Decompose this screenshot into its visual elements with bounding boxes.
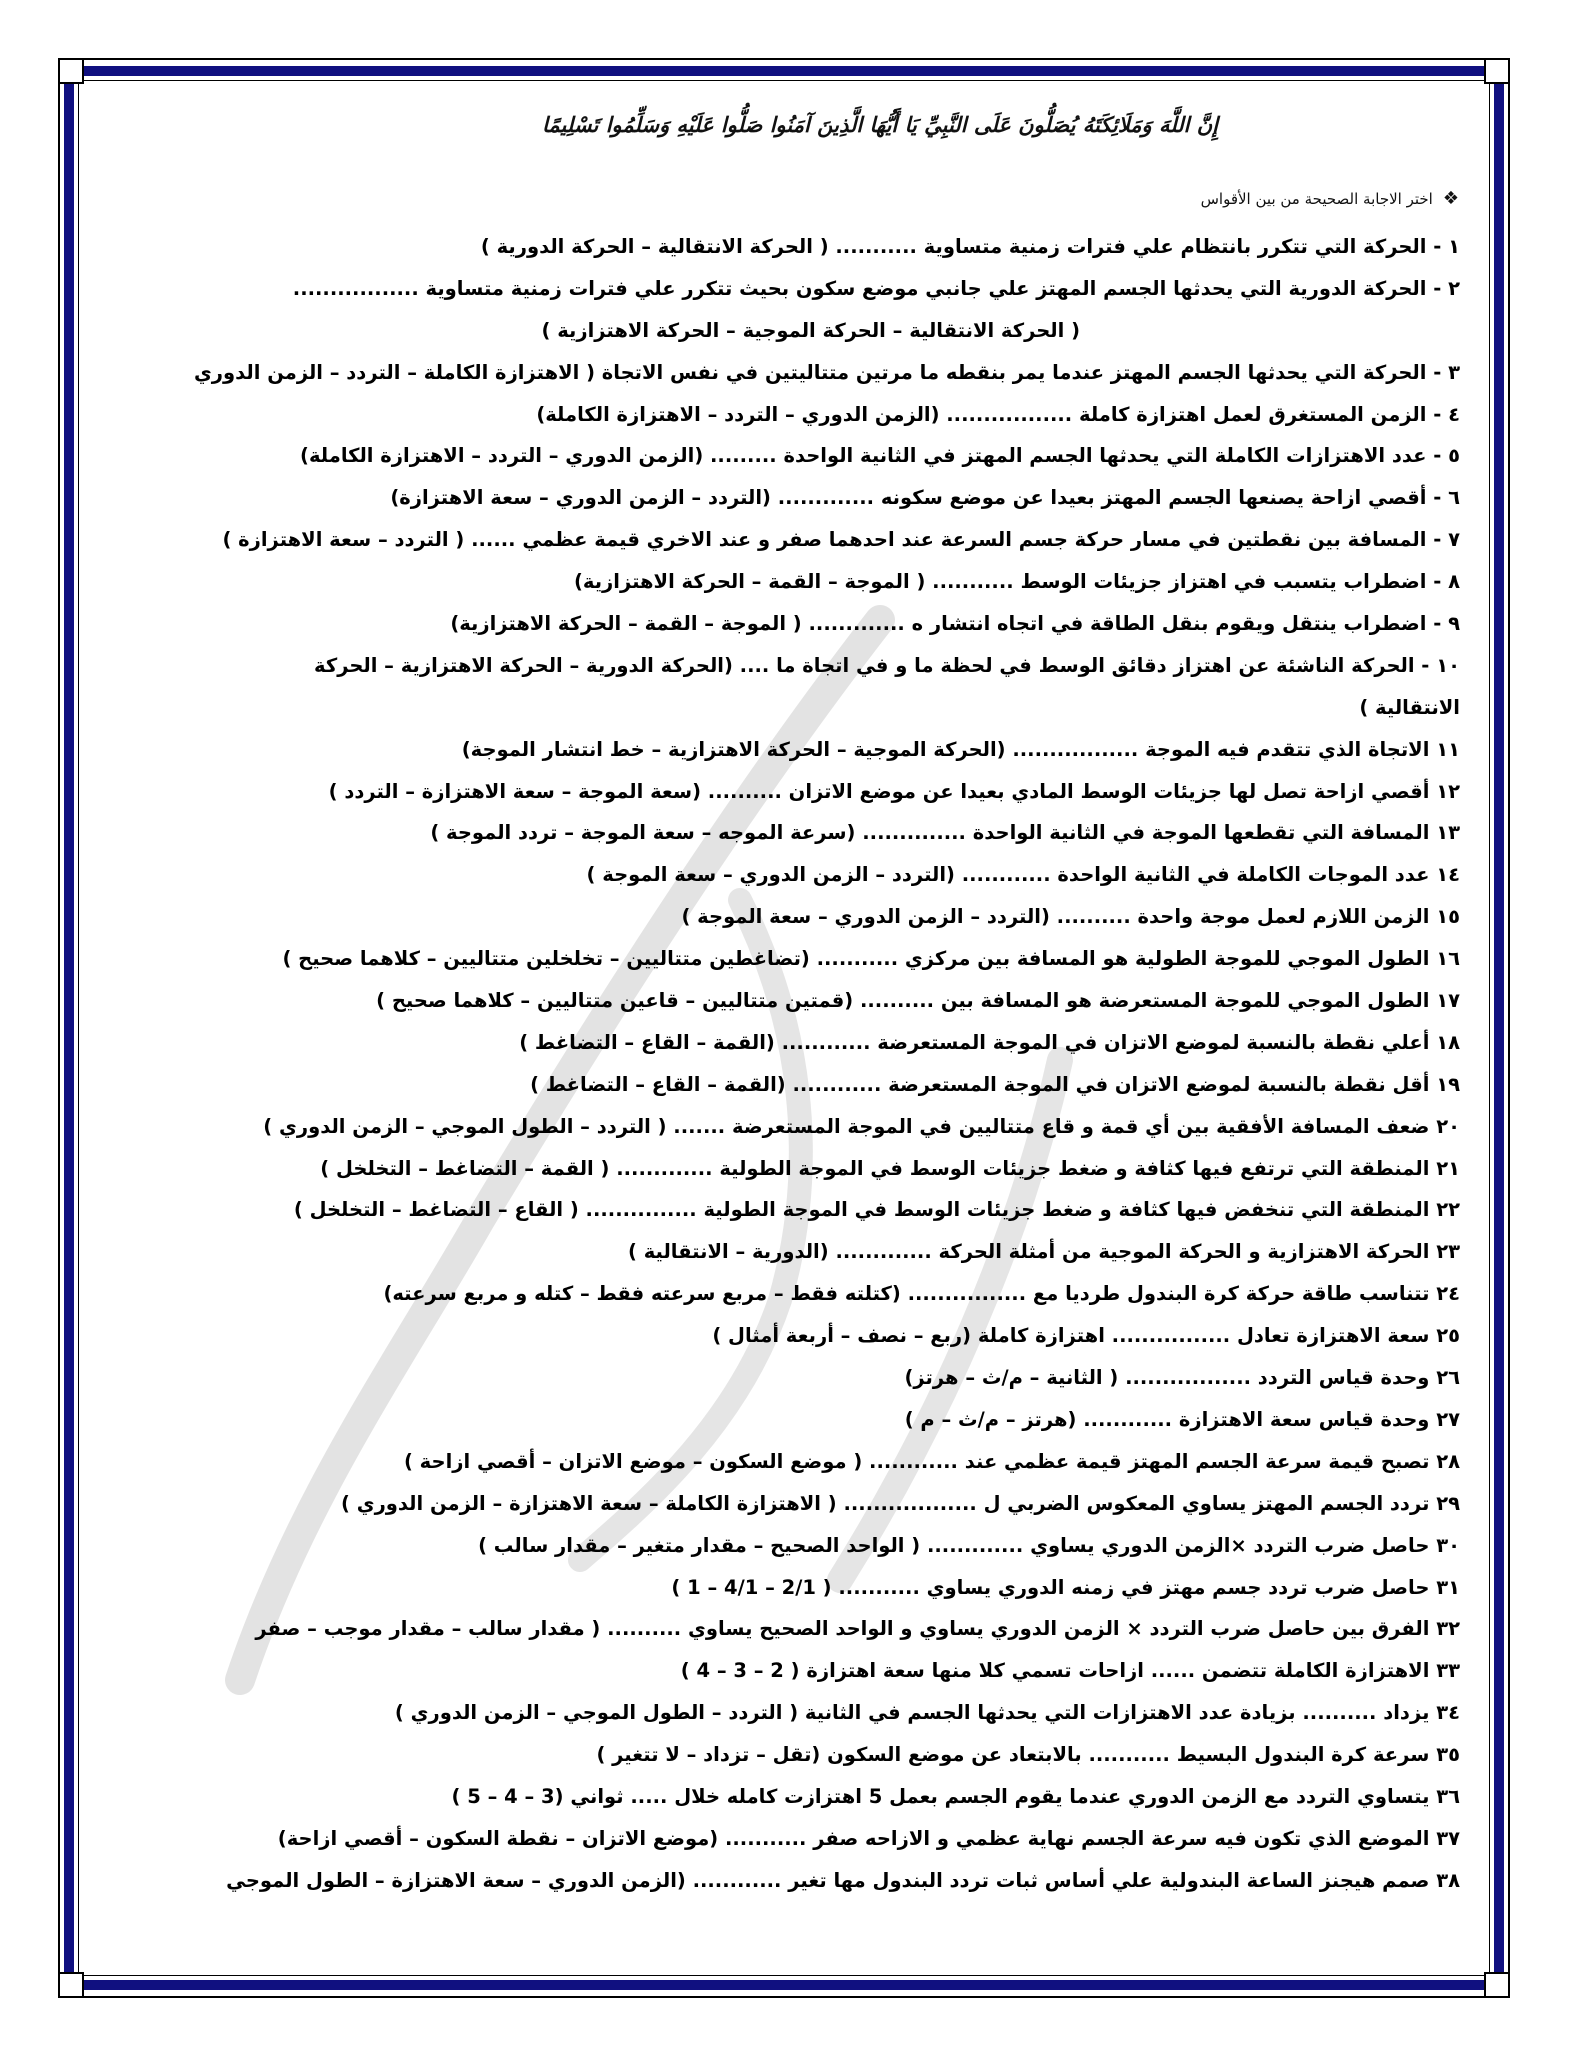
- question-34: ٣٤ يزداد .......... بزيادة عدد الاهتزازات التي يحدثها الجسم في الثانية ( التردد – الطول الموجي – الزمن الدوري ): [394, 1701, 1460, 1725]
- instruction: [1201, 188, 1459, 209]
- question-23: ٢٣ الحركة الاهتزازية و الحركة الموجية من أمثلة الحركة ............. (الدورية – الانتقالية ): [628, 1240, 1460, 1264]
- diamond-bullet-icon: ❖: [1442, 188, 1459, 209]
- question-3: ٣ - الحركة التي يحدثها الجسم المهتز عندما يمر بنقطه ما مرتين متتاليتين في نفس الاتجاة ( الاهتزازة الكاملة – التردد – الزمن الدوري: [193, 360, 1460, 384]
- question-15: ١٥ الزمن اللازم لعمل موجة واحدة .......... (التردد – الزمن الدوري – سعة الموجة ): [681, 905, 1460, 929]
- question-1: ١ - الحركة التي تتكرر بانتظام علي فترات زمنية متساوية ........... ( الحركة الانتقالية – الحركة الدورية ): [480, 235, 1460, 258]
- question-10-continued: الانتقالية ): [1359, 695, 1460, 719]
- question-28: ٢٨ تصبح قيمة سرعة الجسم المهتز قيمة عظمي عند ............ ( موضع السكون – موضع الاتزان – أقصي ازاحة ): [403, 1449, 1460, 1473]
- question-29: ٢٩ تردد الجسم المهتز يساوي المعكوس الضربي ل .................. ( الاهتزازة الكاملة – سعة الاهتزازة – الزمن الدوري ): [341, 1491, 1460, 1515]
- quran-verse-header: إِنَّ اللَّهَ وَمَلَائِكَتَهُ يُصَلُّونَ عَلَى النَّبِيِّ يَا أَيُّهَا الَّذِينَ آمَنُوا صَلُّوا عَلَيْهِ وَسَلِّمُوا تَسْلِيمًا: [541, 112, 1219, 137]
- question-37: ٣٧ الموضع الذي تكون فيه سرعة الجسم نهاية عظمي و الازاحه صفر ........... (موضع الاتزان – نقطة السكون – أقصي ازاحة): [277, 1826, 1460, 1850]
- question-2: ٢ - الحركة الدورية التي يحدثها الجسم المهتز علي جانبي موضع سكون بحيث تتكرر علي فترات زمنية متساوية .................: [292, 276, 1460, 300]
- question-19: ١٩ أقل نقطة بالنسبة لموضع الاتزان في الموجة المستعرضة ............ (القمة – القاع – التضاغط ): [530, 1072, 1460, 1096]
- question-16: ١٦ الطول الموجي للموجة الطولية هو المسافة بين مركزي ........... (تضاغطين متتاليين – تخلخلين متتاليين – كلاهما صحيح ): [282, 947, 1460, 971]
- question-25: ٢٥ سعة الاهتزازة تعادل ................ اهتزازة كاملة (ربع – نصف – أربعة أمثال ): [712, 1324, 1460, 1348]
- question-8: ٨ - اضطراب يتسبب في اهتزاز جزيئات الوسط ........... ( الموجة – القمة – الحركة الاهتزازية): [573, 570, 1460, 594]
- question-31: ٣١ حاصل ضرب تردد جسم مهتز في زمنه الدوري يساوي ........... ( 2/1 – 4/1 – 1 ): [671, 1575, 1460, 1599]
- question-7: ٧ - المسافة بين نقطتين في مسار حركة جسم السرعة عند احدهما صفر و عند الاخري قيمة عظمي ...... ( التردد – سعة الاهتزازة ): [222, 528, 1460, 552]
- question-list: [100, 226, 1460, 1902]
- question-20: ٢٠ ضعف المسافة الأفقية بين أي قمة و قاع متتاليين في الموجة المستعرضة ....... ( التردد – الطول الموجي – الزمن الدوري ): [263, 1114, 1460, 1138]
- question-30: ٣٠ حاصل ضرب التردد ×الزمن الدوري يساوي ............. ( الواحد الصحيح – مقدار متغير – مقدار سالب ): [478, 1533, 1460, 1557]
- question-26: ٢٦ وحدة قياس التردد ................. ( الثانية – م/ث – هرتز): [904, 1366, 1460, 1390]
- question-6: ٦ - أقصي ازاحة يصنعها الجسم المهتز بعيدا عن موضع سكونه ............. (التردد – الزمن الدوري – سعة الاهتزازة): [390, 486, 1460, 510]
- question-2-options: ( الحركة الانتقالية – الحركة الموجية – الحركة الاهتزازية ): [541, 318, 1080, 342]
- question-9: ٩ - اضطراب ينتقل ويقوم بنقل الطاقة في اتجاه انتشار ه ............. ( الموجة – القمة – الحركة الاهتزازية): [450, 612, 1460, 636]
- question-5: ٥ - عدد الاهتزازات الكاملة التي يحدثها الجسم المهتز في الثانية الواحدة ......... (الزمن الدوري – التردد – الاهتزازة الكاملة): [300, 444, 1460, 468]
- question-18: ١٨ أعلي نقطة بالنسبة لموضع الاتزان في الموجة المستعرضة ............ (القمة – القاع – التضاغط ): [519, 1030, 1460, 1054]
- question-4: ٤ - الزمن المستغرق لعمل اهتزازة كاملة ................. (الزمن الدوري – التردد – الاهتزازة الكاملة): [536, 402, 1460, 426]
- question-32: ٣٢ الفرق بين حاصل ضرب التردد × الزمن الدوري يساوي و الواحد الصحيح يساوي .......... ( مقدار سالب – مقدار موجب – صفر: [255, 1617, 1460, 1641]
- question-36: ٣٦ يتساوي التردد مع الزمن الدوري عندما يقوم الجسم بعمل 5 اهتزازت كامله خلال ..... ثواني (3 – 4 – 5 ): [451, 1784, 1460, 1808]
- question-27: ٢٧ وحدة قياس سعة الاهتزازة ............ (هرتز – م/ث – م ): [904, 1407, 1460, 1431]
- question-35: ٣٥ سرعة كرة البندول البسيط ........... بالابتعاد عن موضع السكون (تقل – تزداد – لا تتغير ): [596, 1743, 1460, 1767]
- question-14: ١٤ عدد الموجات الكاملة في الثانية الواحدة ............ (التردد – الزمن الدوري – سعة الموجة ): [586, 863, 1460, 887]
- corner-ornament: [1484, 1972, 1510, 1998]
- question-38: ٣٨ صمم هيجنز الساعة البندولية علي أساس ثبات تردد البندول مها تغير ............ (الزمن الدوري – سعة الاهتزازة – الطول الموجي: [226, 1868, 1460, 1892]
- question-12: ١٢ أقصي ازاحة تصل لها جزيئات الوسط المادي بعيدا عن موضع الاتزان .......... (سعة الموجة – سعة الاهتزازة – التردد ): [328, 779, 1460, 803]
- question-22: ٢٢ المنطقة التي تنخفض فيها كثافة و ضغط جزيئات الوسط في الموجة الطولية ............... ( القاع – التضاغط – التخلخل ): [293, 1198, 1460, 1222]
- question-13: ١٣ المسافة التي تقطعها الموجة في الثانية الواحدة .............. (سرعة الموجه – سعة الموجة – تردد الموجة ): [430, 821, 1460, 845]
- question-11: ١١ الاتجاة الذي تتقدم فيه الموجة ................. (الحركة الموجية – الحركة الاهتزازية – خط انتشار الموجة): [461, 737, 1460, 761]
- question-21: ٢١ المنطقة التي ترتفع فيها كثافة و ضغط جزيئات الوسط في الموجة الطولية ............. ( القمة – التضاغط – التخلخل ): [320, 1156, 1460, 1180]
- corner-ornament: [58, 58, 84, 84]
- question-33: ٣٣ الاهتزازة الكاملة تتضمن ...... ازاحات تسمي كلا منها سعة اهتزازة ( 2 – 3 – 4 ): [680, 1659, 1460, 1683]
- corner-ornament: [58, 1972, 84, 1998]
- corner-ornament: [1484, 58, 1510, 84]
- question-10: ١٠ - الحركة الناشئة عن اهتزاز دقائق الوسط في لحظة ما و في اتجاة ما .... (الحركة الدورية – الحركة الاهتزازية – الحركة: [314, 653, 1460, 677]
- question-24: ٢٤ تتناسب طاقة حركة كرة البندول طرديا مع ................ (كتلته فقط – مربع سرعته فقط – كتله و مربع سرعته): [383, 1282, 1460, 1306]
- question-17: ١٧ الطول الموجي للموجة المستعرضة هو المسافة بين .......... (قمتين متتاليين – قاعين متتاليين – كلاهما صحيح ): [376, 989, 1460, 1013]
- instruction-text: اختر الاجابة الصحيحة من بين الأقواس: [1200, 189, 1433, 208]
